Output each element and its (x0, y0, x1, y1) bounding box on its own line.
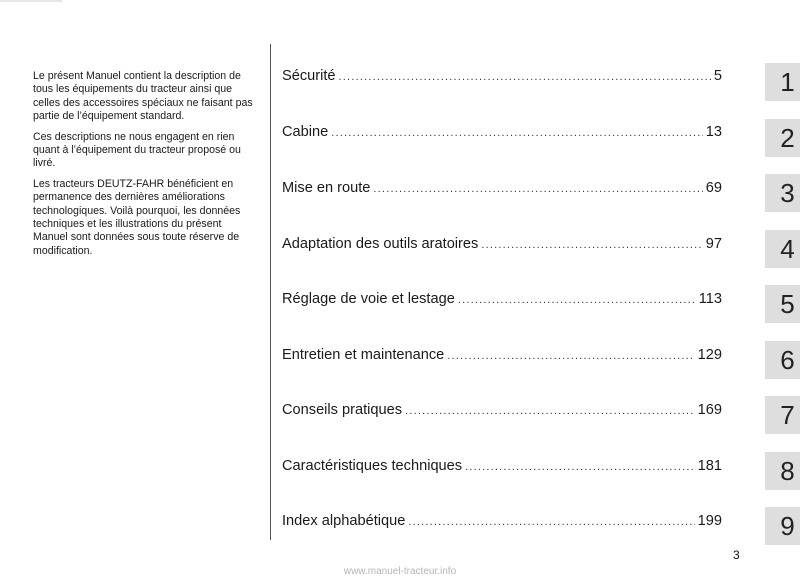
chapter-tab-number: 1 (780, 66, 795, 97)
chapter-tab-number: 9 (780, 510, 795, 541)
toc-entry-page: 97 (705, 236, 722, 252)
toc-entry-page: 169 (697, 402, 722, 418)
dot-leader (405, 405, 695, 417)
toc-entry-title: Conseils pratiques (282, 402, 403, 418)
toc-entry-mise-en-route[interactable] (282, 180, 722, 196)
toc-entry-conseils[interactable] (282, 402, 722, 418)
dot-leader (339, 71, 711, 83)
chapter-tab-number: 8 (780, 455, 795, 486)
toc-entry-title: Sécurité (282, 68, 336, 84)
toc-entry-title: Mise en route (282, 180, 371, 196)
toc-entry-page: 5 (713, 68, 722, 84)
toc-entry-title: Adaptation des outils aratoires (282, 236, 479, 252)
chapter-tab-5[interactable] (765, 285, 800, 323)
chapter-tab-4[interactable] (765, 230, 800, 268)
chapter-tab-3[interactable] (765, 174, 800, 212)
chapter-tab-6[interactable] (765, 341, 800, 379)
chapter-tab-number: 6 (780, 344, 795, 375)
intro-paragraph-1: Le présent Manuel contient la description de tous les équipements du tracteur ainsi que celles des accessoires spéciaux ne faisant pas partie de l’équipement standard. (33, 70, 253, 123)
intro-text (33, 70, 258, 265)
top-edge-mark (0, 0, 62, 2)
toc-entry-title: Réglage de voie et lestage (282, 291, 455, 307)
chapter-tab-1[interactable] (765, 63, 800, 101)
chapter-tab-7[interactable] (765, 396, 800, 434)
chapter-tab-number: 7 (780, 399, 795, 430)
chapter-tab-2[interactable] (765, 119, 800, 157)
toc-entry-securite[interactable] (282, 68, 722, 84)
toc-entry-adaptation-outils[interactable] (282, 236, 722, 252)
toc-entry-page: 181 (697, 458, 722, 474)
intro-paragraph-3: Les tracteurs DEUTZ-FAHR bénéficient en permanence des dernières améliorations technologiques. Voilà pourquoi, les données techniques et les illustrations du présent Manuel sont données sous toute réserve de modification. (33, 177, 241, 257)
toc-entry-entretien[interactable] (282, 347, 722, 363)
dot-leader (408, 516, 694, 528)
dot-leader (458, 294, 696, 306)
dot-leader (331, 127, 703, 139)
dot-leader (373, 183, 702, 195)
toc-entry-page: 113 (698, 291, 722, 307)
toc-entry-page: 199 (697, 513, 722, 529)
chapter-tab-number: 2 (780, 122, 795, 153)
toc-entry-cabine[interactable] (282, 124, 722, 140)
toc-entry-page: 129 (697, 347, 722, 363)
toc-entry-index[interactable] (282, 513, 722, 529)
watermark-text: www.manuel-tracteur.info (343, 566, 457, 577)
page-number: 3 (733, 548, 740, 562)
toc-entry-title: Index alphabétique (282, 513, 406, 529)
chapter-tab-9[interactable] (765, 507, 800, 545)
intro-paragraph-2: Ces descriptions ne nous engagent en rien quant à l’équipement du tracteur proposé ou livré. (33, 130, 241, 170)
dot-leader (465, 461, 695, 473)
toc-entry-caracteristiques[interactable] (282, 458, 722, 474)
toc-entry-page: 13 (705, 124, 722, 140)
chapter-tab-number: 5 (780, 288, 795, 319)
chapter-tab-number: 3 (780, 177, 795, 208)
dot-leader (481, 239, 702, 251)
column-divider (270, 44, 271, 540)
toc-entry-reglage-voie[interactable] (282, 291, 722, 307)
toc-entry-title: Entretien et maintenance (282, 347, 445, 363)
chapter-tab-number: 4 (780, 233, 795, 264)
dot-leader (447, 350, 694, 362)
chapter-tab-8[interactable] (765, 452, 800, 490)
toc-entry-title: Cabine (282, 124, 329, 140)
toc-entry-page: 69 (705, 180, 722, 196)
toc-entry-title: Caractéristiques techniques (282, 458, 463, 474)
